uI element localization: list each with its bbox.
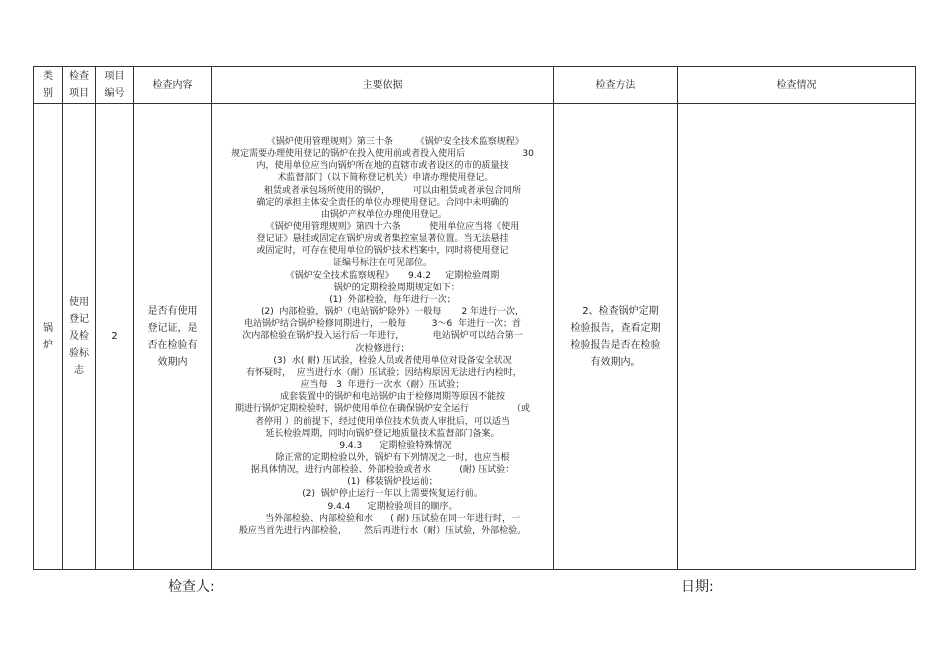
basis-text bbox=[212, 136, 553, 537]
basis-line: 般应当首先进行内部检验， 然后再进行水（耐）压试验，外部检验。 bbox=[238, 525, 527, 536]
header-category: 类 别 bbox=[34, 67, 63, 104]
basis-line: 延长检验周期，同时向锅炉登记地质量技术监督部门备案。 bbox=[265, 428, 500, 439]
basis-line: 租赁或者承包场所使用的锅炉， 可以由租赁或者承包合同所 bbox=[244, 185, 521, 196]
basis-line: 次检修进行； bbox=[355, 343, 410, 354]
category-cell: 锅 炉 bbox=[34, 104, 63, 570]
method-cell: 2、检查锅炉定期 检验报告，查看定期 检验报告是否在检验 有效期内。 bbox=[554, 104, 678, 570]
basis-line: 成套装置中的锅炉和电站锅炉由于检修周期等原因不能按 bbox=[259, 392, 506, 403]
inspection-table bbox=[33, 66, 916, 570]
header-basis: 主要依据 bbox=[212, 67, 554, 104]
basis-line: 9.4.3 定期检验特殊情况 bbox=[313, 440, 452, 451]
basis-line: 或固定时，可存在使用单位的锅炉技术档案中，同时将使用登记 bbox=[256, 246, 509, 257]
basis-line: (3) 水( 耐) 压试验，检验人员或者使用单位对设备安全状况 bbox=[253, 355, 512, 366]
basis-line: 者停用 ）的前提下，经过使用单位技术负责人审批后，可以适当 bbox=[255, 416, 510, 427]
basis-line: 除正常的定期检验以外，锅炉有下列情况之一时，也应当根 bbox=[255, 452, 510, 463]
table-header-row bbox=[34, 67, 916, 104]
header-item: 检查 项目 bbox=[63, 67, 96, 104]
basis-line: 电站锅炉结合锅炉检修同期进行，一般每 3～6 年进行一次；首 bbox=[244, 319, 521, 330]
header-content: 检查内容 bbox=[134, 67, 212, 104]
basis-line: 登记证》悬挂或固定在锅炉房或者集控室显著位置。当无法悬挂 bbox=[256, 234, 509, 245]
table-row bbox=[34, 104, 916, 570]
basis-line: 次内部检验在锅炉投入运行后一年进行， 电站锅炉可以结合第一 bbox=[242, 331, 523, 342]
item-cell: 使用 登记 及检 验标 志 bbox=[63, 104, 96, 570]
date-label: 日期: bbox=[681, 579, 714, 595]
basis-line: 由锅炉产权单位办理使用登记。 bbox=[318, 209, 447, 220]
basis-line: 锅炉的定期检验周期规定如下： bbox=[305, 282, 460, 293]
basis-line: 《锅炉使用管理规则》第四十六条 使用单位应当将《使用 bbox=[245, 222, 520, 233]
basis-cell bbox=[212, 104, 554, 570]
basis-line: 《锅炉使用管理规则》第三十条 《锅炉安全技术监察规程》 bbox=[241, 136, 524, 147]
number-cell: 2 bbox=[96, 104, 134, 570]
content-cell: 是否有使用 登记证，是 否在检验有 效期内 bbox=[134, 104, 212, 570]
basis-line: 期进行锅炉定期检验时，锅炉使用单位在确保锅炉安全运行 （或 bbox=[235, 404, 530, 415]
basis-line: (1) 移装锅炉投运前； bbox=[327, 477, 438, 488]
basis-line: 证编号标注在可见部位。 bbox=[332, 258, 432, 269]
basis-line: 确定的承担主体安全责任的单位办理使用登记。合同中未明确的 bbox=[256, 197, 509, 208]
basis-line: 术监督部门（以下简称登记机关）申请办理使用登记。 bbox=[271, 173, 494, 184]
basis-line: 《锅炉安全技术监察规程》 9.4.2 定期检验周期 bbox=[265, 270, 500, 281]
inspector-label: 检查人: bbox=[168, 579, 215, 595]
basis-line: (2) 锅炉停止运行一年以上需要恢复运行前。 bbox=[282, 489, 483, 500]
basis-line: 规定需要办理使用登记的锅炉在投入使用前或者投入使用后 30 bbox=[231, 149, 534, 160]
header-method: 检查方法 bbox=[554, 67, 678, 104]
basis-line: 9.4.4 定期检验项目的顺序。 bbox=[307, 501, 458, 512]
status-cell[interactable] bbox=[678, 104, 916, 570]
basis-line: 据具体情况，进行内部检验、外部检验或者水 (耐) 压试验： bbox=[250, 465, 515, 476]
basis-line: 有怀疑时， 应当进行水（耐）压试验；因结构原因无法进行内检时， bbox=[243, 367, 522, 378]
basis-line: (2) 内部检验，锅炉（电站锅炉除外）一般每 2 年进行一次， bbox=[240, 307, 525, 318]
basis-line: 应当每 3 年进行一次水（耐）压试验； bbox=[300, 380, 465, 391]
basis-line: 内，使用单位应当向锅炉所在地的直辖市或者设区的市的质量技 bbox=[256, 161, 509, 172]
header-number: 项目 编号 bbox=[96, 67, 134, 104]
basis-line: 当外部检验、内部检验和水 ( 耐) 压试验在同一年进行时，一 bbox=[245, 513, 520, 524]
basis-line: (1) 外部检验，每年进行一次； bbox=[309, 294, 456, 305]
header-status: 检查情况 bbox=[678, 67, 916, 104]
